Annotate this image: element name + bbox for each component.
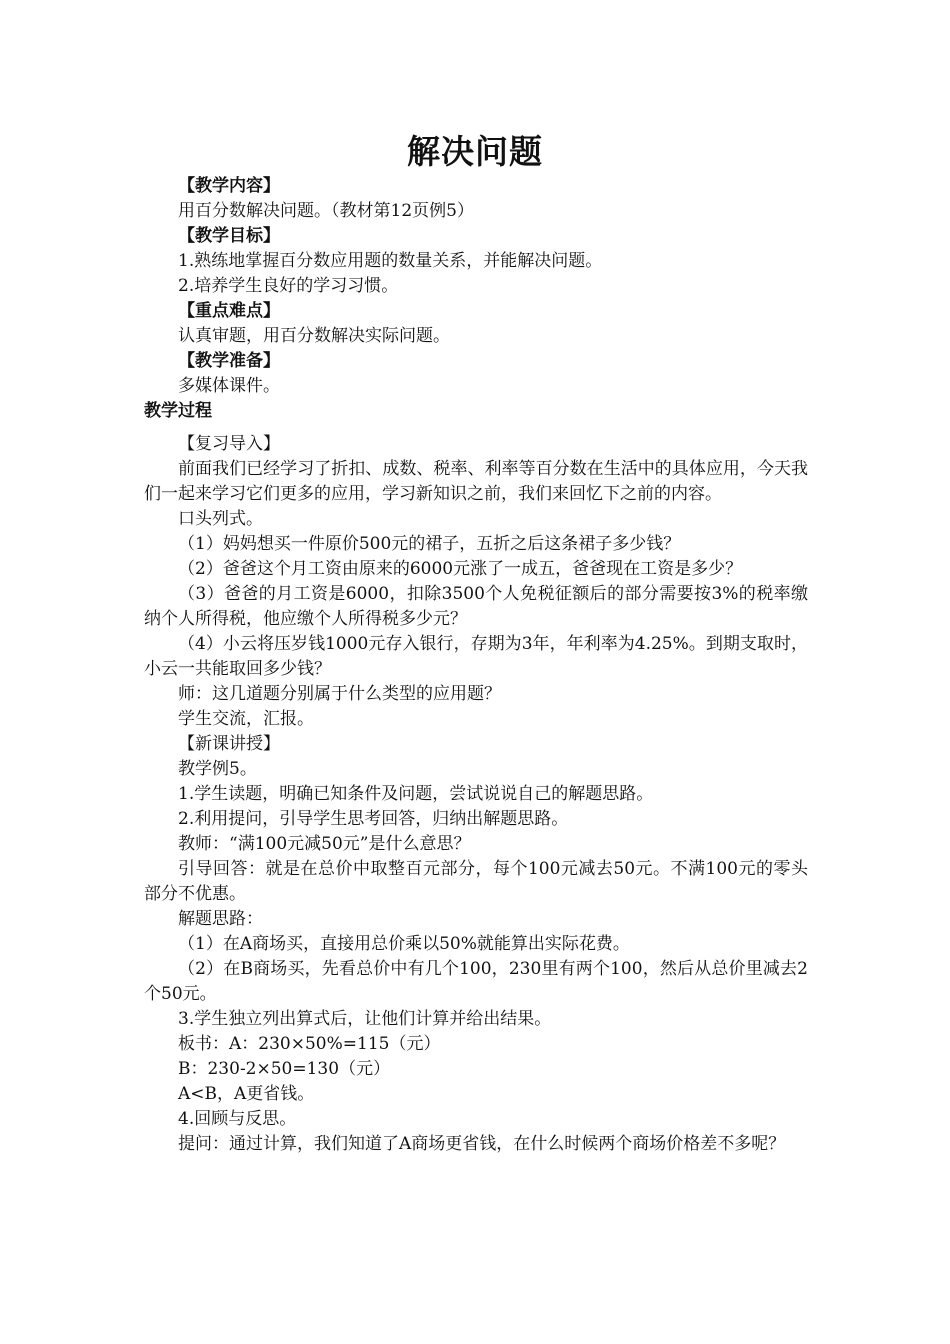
paragraph: 板书：A：230×50%=115（元） — [178, 1034, 441, 1054]
paragraph: 1.熟练地掌握百分数应用题的数量关系，并能解决问题。 — [178, 251, 603, 271]
subsection-heading: 【新课讲授】 — [178, 734, 280, 754]
paragraph: （2）在B商场买，先看总价中有几个100，230里有两个100，然后从总价里减去2个50元。 — [144, 959, 808, 1004]
paragraph: 教学例5。 — [178, 759, 257, 779]
paragraph: 2.利用提问，引导学生思考回答，归纳出解题思路。 — [178, 809, 569, 829]
section-heading-goals: 【教学目标】 — [178, 226, 280, 246]
section-heading-content: 【教学内容】 — [178, 176, 280, 196]
paragraph: 教师：“满100元减50元”是什么意思？ — [178, 834, 471, 854]
paragraph: 口头列式。 — [178, 509, 263, 529]
paragraph: 3.学生独立列出算式后，让他们计算并给出结果。 — [178, 1009, 552, 1029]
paragraph: （4）小云将压岁钱1000元存入银行，存期为3年，年利率为4.25%。到期支取时，小云一共能取回多少钱？ — [144, 634, 808, 679]
document-title: 解决问题 — [407, 132, 543, 171]
section-heading-key-points: 【重点难点】 — [178, 301, 280, 321]
paragraph: 学生交流，汇报。 — [178, 709, 314, 729]
document-body — [144, 174, 808, 1157]
paragraph: 4.回顾与反思。 — [178, 1109, 297, 1129]
process-heading: 教学过程 — [144, 401, 212, 421]
paragraph: （1）在A商场买，直接用总价乘以50%就能算出实际花费。 — [178, 934, 630, 954]
paragraph: 师：这几道题分别属于什么类型的应用题？ — [178, 684, 501, 704]
paragraph: （1）妈妈想买一件原价500元的裙子，五折之后这条裙子多少钱？ — [178, 534, 681, 554]
paragraph: 前面我们已经学习了折扣、成数、税率、利率等百分数在生活中的具体应用，今天我们一起来学习它们更多的应用，学习新知识之前，我们来回忆下之前的内容。 — [144, 459, 808, 504]
paragraph: B：230-2×50=130（元） — [178, 1059, 391, 1079]
paragraph: 引导回答：就是在总价中取整百元部分，每个100元减去50元。不满100元的零头部分不优惠。 — [144, 859, 808, 904]
paragraph: 1.学生读题，明确已知条件及问题，尝试说说自己的解题思路。 — [178, 784, 654, 804]
subsection-heading: 【复习导入】 — [178, 434, 280, 454]
paragraph: A<B，A更省钱。 — [178, 1084, 315, 1104]
section-heading-preparation: 【教学准备】 — [178, 351, 280, 371]
paragraph: 提问：通过计算，我们知道了A商场更省钱，在什么时候两个商场价格差不多呢？ — [178, 1134, 786, 1154]
paragraph: 认真审题，用百分数解决实际问题。 — [178, 326, 450, 346]
paragraph: （3）爸爸的月工资是6000，扣除3500个人免税征额后的部分需要按3%的税率缴纳个人所得税，他应缴个人所得税多少元？ — [144, 584, 808, 629]
paragraph: 2.培养学生良好的学习习惯。 — [178, 276, 399, 296]
paragraph: （2）爸爸这个月工资由原来的6000元涨了一成五，爸爸现在工资是多少？ — [178, 559, 743, 579]
paragraph: 用百分数解决问题。（教材第12页例5） — [178, 201, 474, 221]
paragraph: 多媒体课件。 — [178, 376, 280, 396]
paragraph: 解题思路： — [178, 909, 263, 929]
